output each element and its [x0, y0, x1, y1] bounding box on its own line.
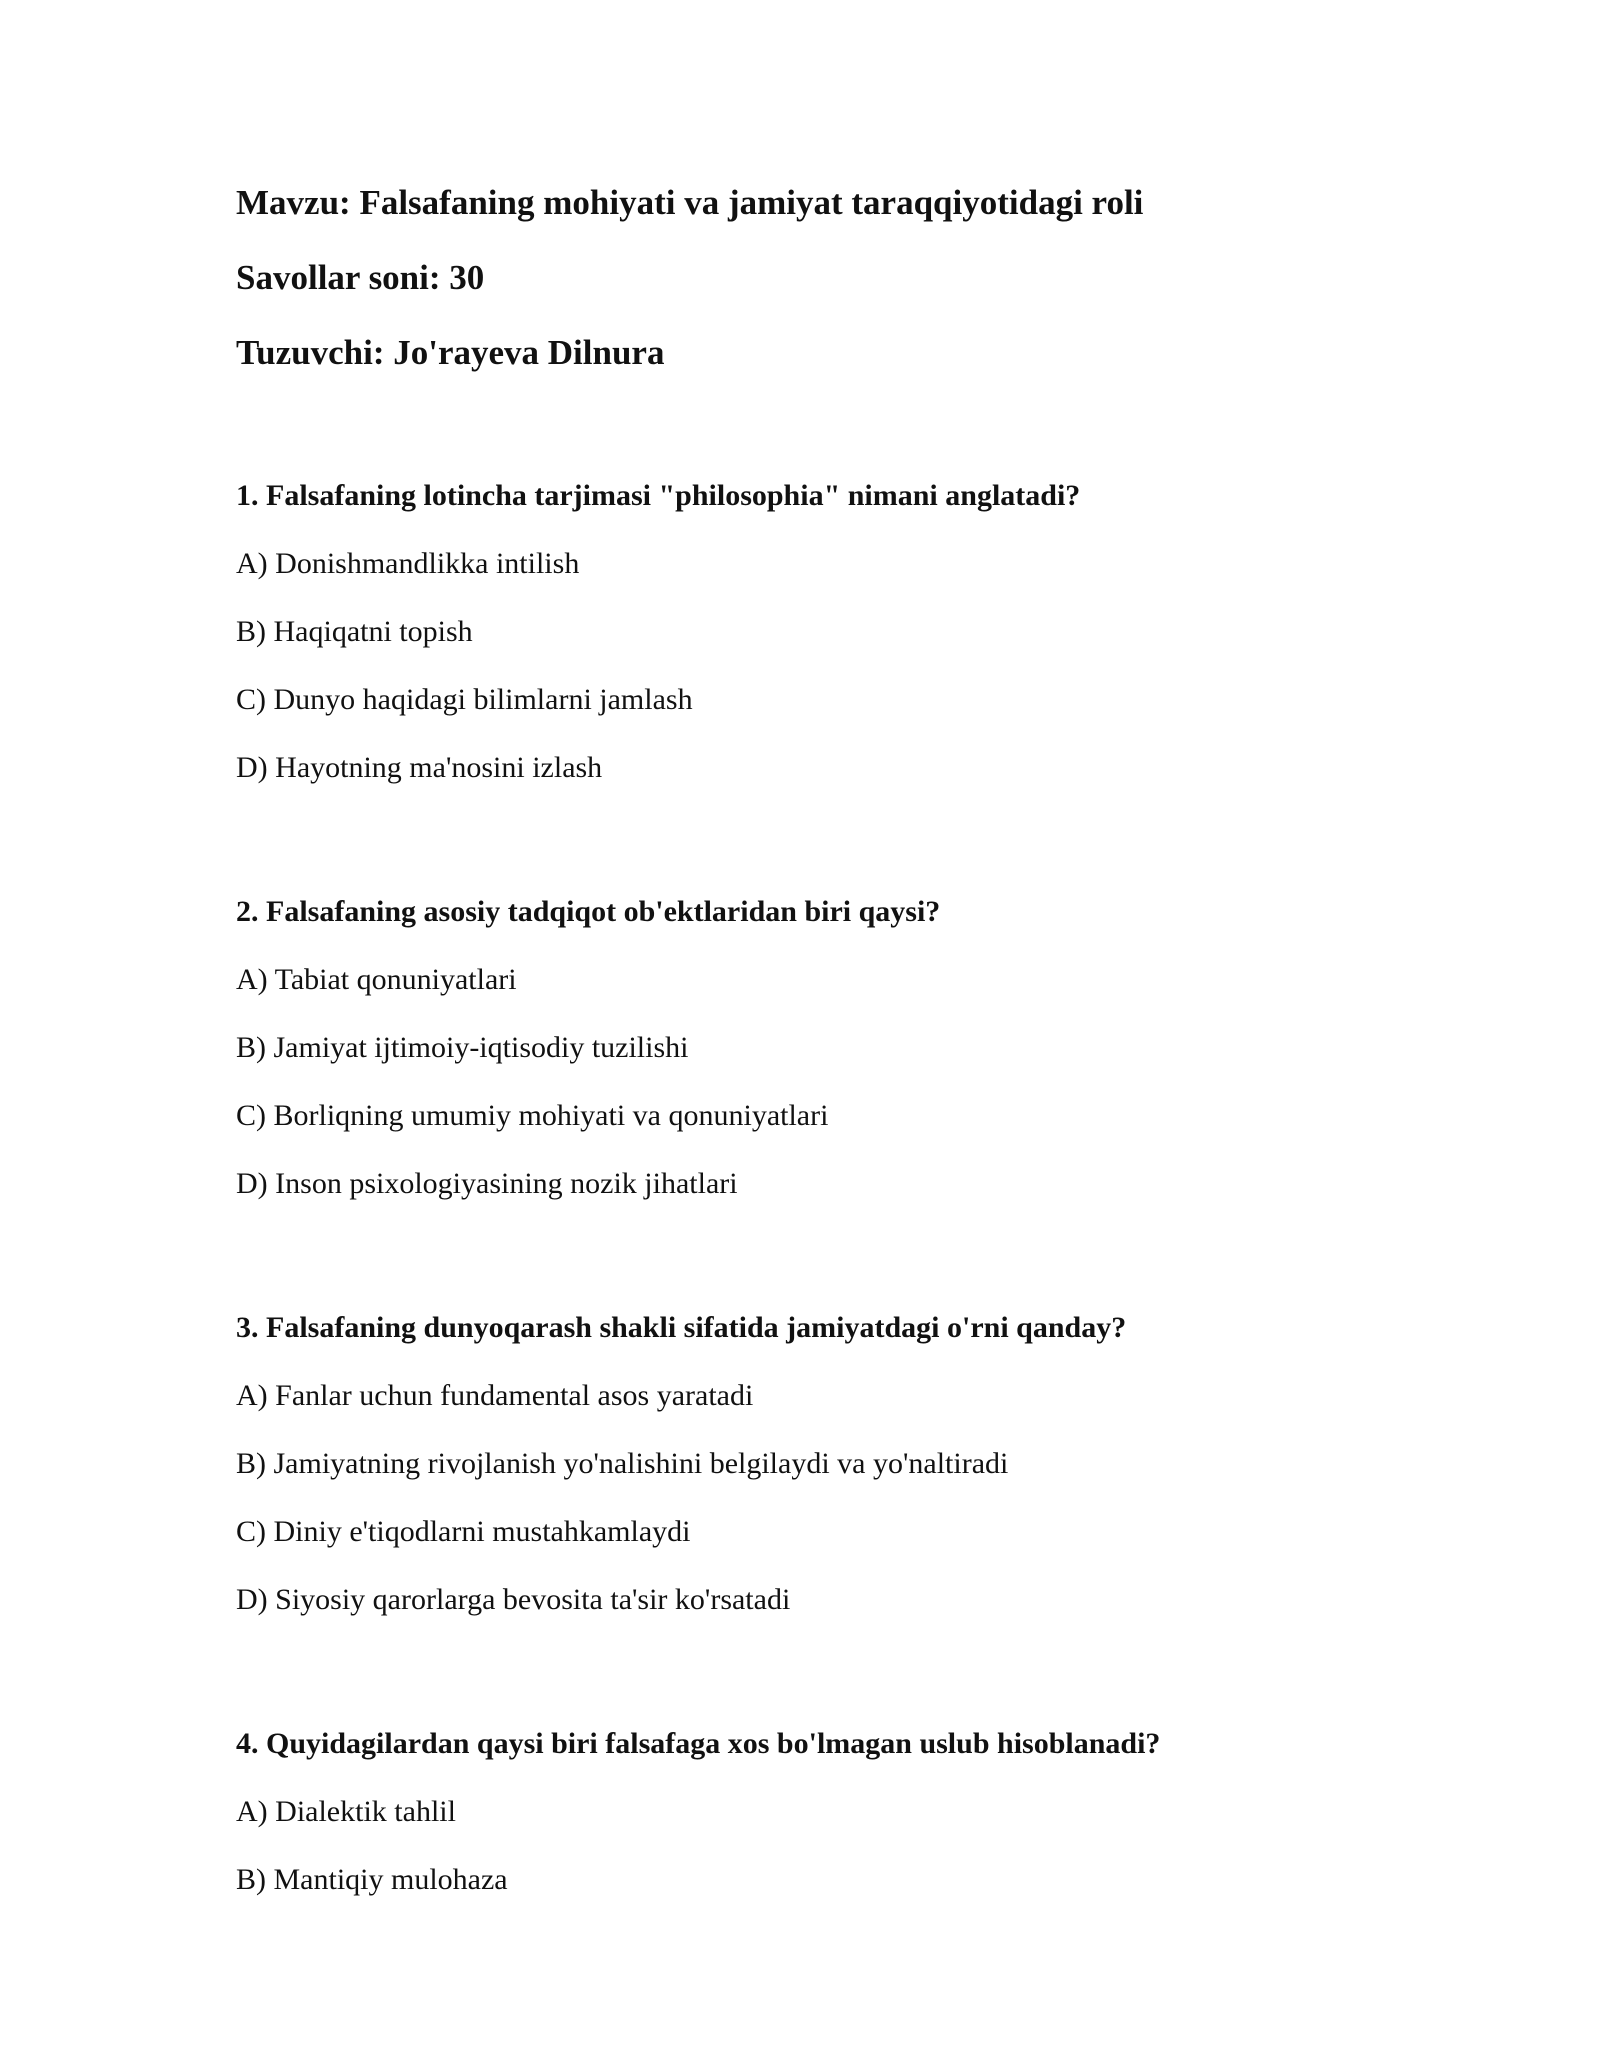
option-d: D) Siyosiy qarorlarga bevosita ta'sir ko'rsatadi — [236, 1583, 791, 1616]
question-text: 4. Quyidagilardan qaysi biri falsafaga xos bo'lmagan uslub hisoblanadi? — [236, 1727, 1161, 1760]
option-c: C) Dunyo haqidagi bilimlarni jamlash — [236, 683, 693, 716]
author-line: Tuzuvchi: Jo'rayeva Dilnura — [236, 333, 665, 372]
option-a: A) Dialektik tahlil — [236, 1795, 456, 1828]
option-b: B) Jamiyat ijtimoiy-iqtisodiy tuzilishi — [236, 1031, 689, 1064]
question-4 — [236, 1726, 1436, 1898]
question-text: 1. Falsafaning lotincha tarjimasi "philosophia" nimani anglatadi? — [236, 479, 1081, 512]
question-2 — [236, 894, 1436, 1202]
option-a: A) Donishmandlikka intilish — [236, 547, 580, 580]
question-1 — [236, 478, 1436, 786]
question-count: Savollar soni: 30 — [236, 258, 485, 297]
question-text: 2. Falsafaning asosiy tadqiqot ob'ektlaridan biri qaysi? — [236, 895, 941, 928]
document-header — [236, 183, 1436, 373]
option-d: D) Hayotning ma'nosini izlash — [236, 751, 603, 784]
option-c: C) Borliqning umumiy mohiyati va qonuniyatlari — [236, 1099, 829, 1132]
option-b: B) Jamiyatning rivojlanish yo'nalishini belgilaydi va yo'naltiradi — [236, 1447, 1009, 1480]
option-b: B) Mantiqiy mulohaza — [236, 1863, 508, 1896]
option-c: C) Diniy e'tiqodlarni mustahkamlaydi — [236, 1515, 691, 1548]
question-text: 3. Falsafaning dunyoqarash shakli sifatida jamiyatdagi o'rni qanday? — [236, 1311, 1127, 1344]
option-a: A) Tabiat qonuniyatlari — [236, 963, 517, 996]
document-content — [236, 183, 1436, 2006]
option-a: A) Fanlar uchun fundamental asos yaratadi — [236, 1379, 754, 1412]
question-3 — [236, 1310, 1436, 1618]
option-b: B) Haqiqatni topish — [236, 615, 473, 648]
option-d: D) Inson psixologiyasining nozik jihatlari — [236, 1167, 738, 1200]
topic-heading: Mavzu: Falsafaning mohiyati va jamiyat taraqqiyotidagi roli — [236, 183, 1144, 222]
